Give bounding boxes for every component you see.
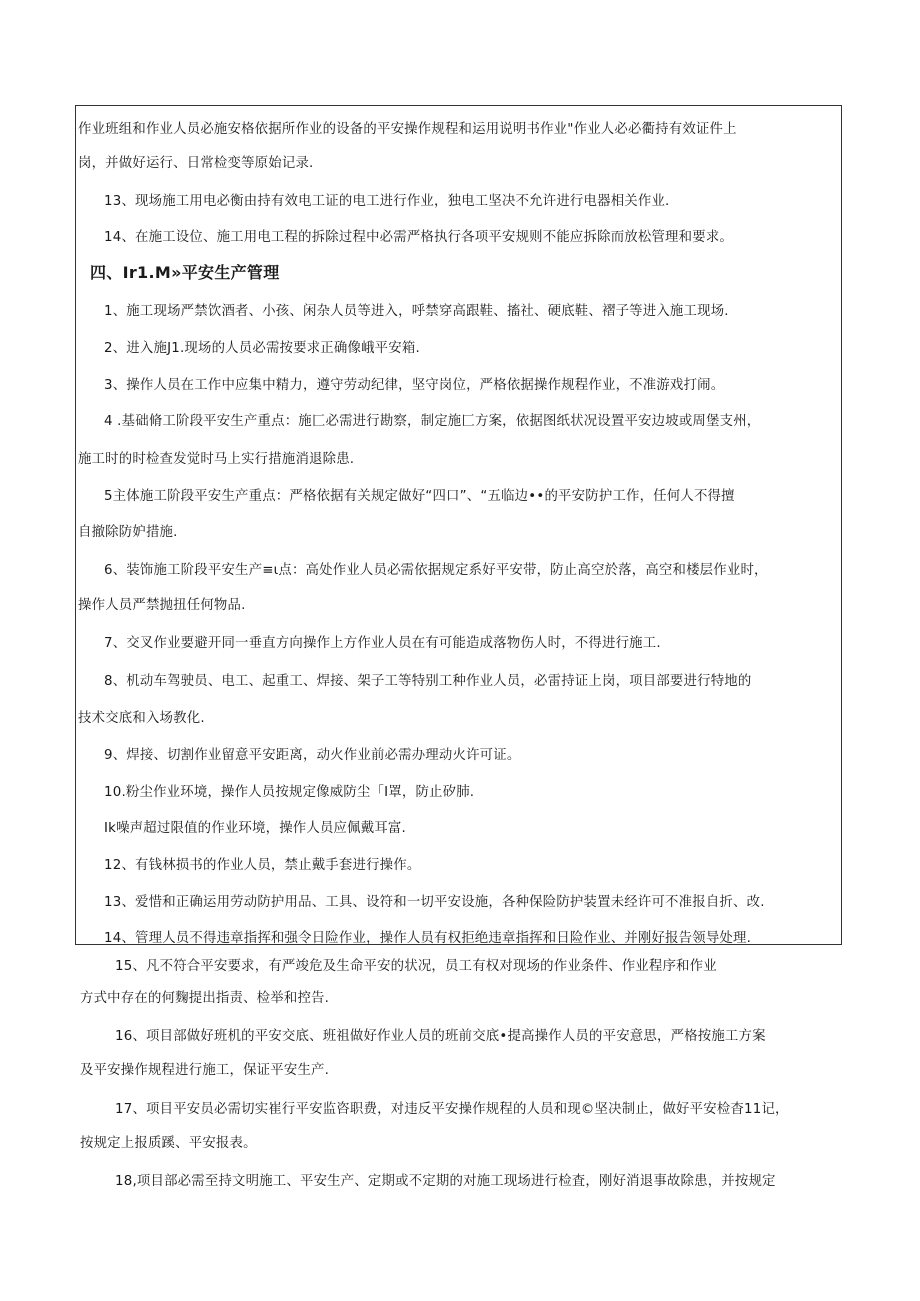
paragraph-line: 14、管理人员不得违章指挥和强令日险作业，操作人员有权拒绝违章指挥和日险作业、并刚好报告领导处理. (104, 931, 752, 946)
paragraph-line: 方式中存在的何麴提出指责、检举和控告. (80, 991, 330, 1006)
paragraph-line: 12、有钱林损书的作业人员，禁止戴手套进行操作。 (104, 858, 421, 873)
paragraph-line: 自撤除防妒措施. (78, 525, 178, 540)
paragraph-line: 6、装饰施工阶段平安生产≡ι点：高处作业人员必需依据规定系好平安带，防止高空於落，高空和楼层作业时， (104, 563, 768, 578)
paragraph-line: 1、施工现场严禁饮酒者、小孩、闲杂人员等进入，呼禁穿高跟鞋、搐社、硬底鞋、褶子等进入施工现场. (104, 304, 729, 319)
paragraph-line: 4 .基础脩工阶段平安生产重点：施匚必需进行勘察，制定施匚方案，依据图纸状况设置平安边坡或周堡支州， (104, 414, 761, 429)
section-heading: 四、Ir1.M»平安生产管理 (90, 263, 280, 282)
paragraph-line: 2、进入施J1.现场的人员必需按要求正确像峨平安箱. (104, 341, 420, 356)
paragraph-line: 岗，并做好运行、日常检变等原始记录. (78, 156, 314, 171)
paragraph-line: 14、在施工设位、施工用电工程的拆除过程中必需严格执行各项平安规则不能应拆除而放松管理和要求。 (104, 230, 734, 245)
paragraph-line: 3、操作人员在工作中应集中精力，遵守劳动纪律，坚守岗位，严格依据操作规程作业，不准游戏打闹。 (104, 378, 725, 393)
paragraph-line: 按规定上报质蹊、平安报表。 (80, 1136, 257, 1151)
paragraph-line: Ik噪声超过限值的作业环境，操作人员应佩戴耳富. (104, 821, 406, 836)
paragraph-line: 及平安操作规程进行施工，保证平安生产. (80, 1063, 330, 1078)
paragraph-line: 施工时的时检查发觉时马上实行措施消退除患. (78, 452, 355, 467)
paragraph-line: 8、机动车驾驶员、电工、起重工、焊接、架子工等特别工种作业人员，必雷持证上岗，项目部要进行特地的 (104, 674, 752, 689)
paragraph-line: 操作人员严禁抛扭任何物品. (78, 598, 246, 613)
paragraph-line: 15、凡不符合平安要求，有严竣危及生命平安的状况，员工有权对现场的作业条件、作业程序和作业 (115, 959, 717, 974)
paragraph-line: 18,项目部必需至持文明施工、平安生产、定期或不定期的对施工现场进行检査，刚好消退事故除患，并按规定 (115, 1174, 776, 1189)
paragraph-line: 5主体施工阶段平安生产重点：严格依据有关规定做好“四口”、“五临边••的平安防护工作，任何人不得擅 (104, 489, 735, 504)
paragraph-line: 10.粉尘作业环境，操作人员按规定像威防尘「I罩，防止矽肺. (104, 785, 475, 800)
paragraph-line: 9、焊接、切割作业留意平安距离，动火作业前必需办理动火许可证。 (104, 748, 521, 763)
paragraph-line: 16、项目部做好班机的平安交底、班祖做好作业人员的班前交底•提高操作人员的平安意思，严格按施工方案 (115, 1029, 766, 1044)
paragraph-line: 13、爱惜和正确运用劳动防护用品、工具、设符和一切平安设施，各种保险防护装置未经许可不准报自折、改. (104, 895, 765, 910)
paragraph-line: 作业班组和作业人员必施安格依据所作业的设备的平安操作规程和运用说明书作业"作业人必必衢持有效证件上 (78, 122, 737, 137)
paragraph-line: 7、交叉作业要避开同一垂直方向操作上方作业人员在有可能造成落物伤人时，不得进行施工. (104, 636, 661, 651)
paragraph-line: 17、项目平安员必需切实崔行平安监咨职费，对违反平安操作规程的人员和现©坚决制止，做好平安检杳11记， (115, 1102, 789, 1117)
paragraph-line: 技术交底和入场教化. (78, 711, 205, 726)
paragraph-line: 13、现场施工用电必衡由持有效电工证的电工进行作业，独电工坚决不允许进行电器相关作业. (104, 194, 670, 209)
